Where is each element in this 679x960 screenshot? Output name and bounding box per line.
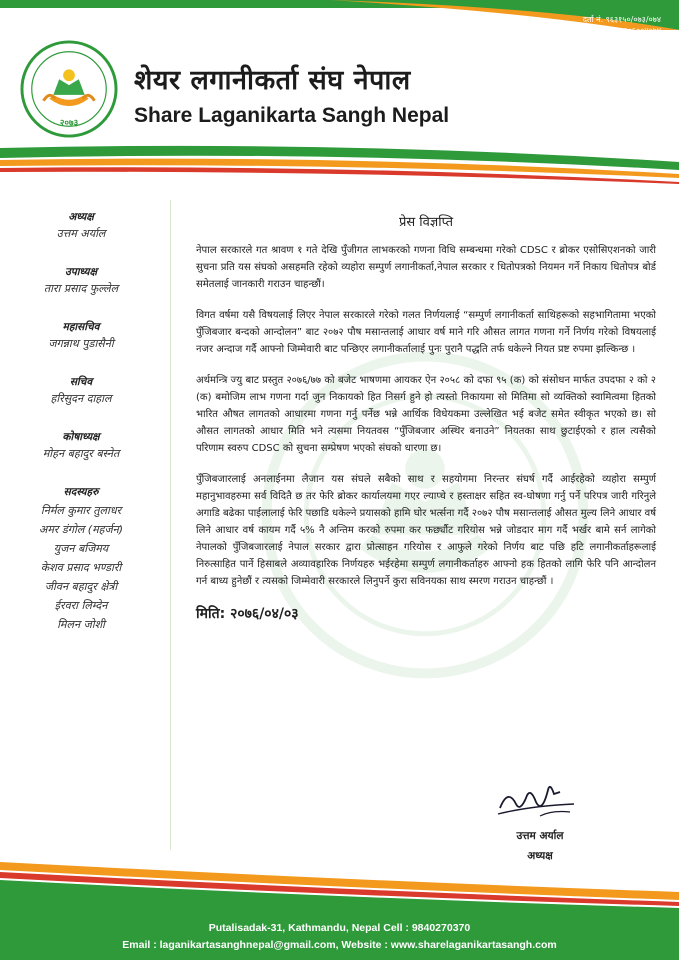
footer-address: Putalisadak-31, Kathmandu, Nepal Cell : 9840270370 bbox=[208, 922, 471, 934]
member-name: अमर डंगोल (महर्जन) bbox=[38, 523, 124, 536]
signatory-role: अध्यक्ष bbox=[527, 850, 553, 862]
member-name: केशव प्रसाद भण्डारी bbox=[40, 561, 122, 574]
pan-no: स्था.ले.नं. : ६०६००४०७४ bbox=[588, 26, 661, 35]
treasurer-name: मोहन बहादुर बस्नेत bbox=[42, 447, 120, 460]
member-name: जीवन बहादुर क्षेत्री bbox=[44, 580, 118, 593]
secretary-role: सचिव bbox=[69, 376, 93, 388]
paragraph: विगत वर्षमा यसै विषयलाई लिएर नेपाल सरकारले गरेको गलत निर्णयलाई “सम्पुर्ण लगानीकर्ता साथिहरूको सहभागितामा भएको पुँजिबजार बन्दको आन्दोलन” बाट २०७२ पौष मसान्तलाई आधार वर्ष माने गरि औसत लागत गणना गर्ने निर्णय गरेको विषयलाई नजर अन्दाज गर्दै आफ्नो जिम्मेवारी बाट पन्छिएर लगानीकर्तालाई पुनः पुरानै पद्धति तर्फ धकेल्ने नियत प्रष्ट रुपमा झल्किन्छ । bbox=[196, 310, 656, 355]
treasurer-role: कोषाध्यक्ष bbox=[62, 431, 100, 443]
press-release-title: प्रेस विज्ञप्ति bbox=[398, 215, 454, 230]
general-secretary-block bbox=[0, 320, 162, 351]
members-role: सदस्यहरु bbox=[63, 486, 99, 498]
paragraph: अर्थमन्त्रि ज्यु बाट प्रस्तुत २०७६/७७ को बजेट भाषणमा आयकर ऐन २०५८ को दफा ९५ (क) को संसोधन मार्फत उपदफा २ को २ (क) बमोजिम लाभ गणना गर्दा जुन निकायको हित निसर्ग हुने हो त्यस्तो निकायमा सो मितिमा सो व्यक्तिको स्वामित्वमा हितको भारित औषत लागतको आधारमा गणना गर्नु पर्नेछ भन्ने आर्थिक विधेयकमा उल्लेखित भई बजेट समेत स्वीकृत भएको छ। सो औसत लागतको आधार मिति भने त्यसमा नियतवस “पुँजिबजार अस्थिर बनाउने” नियतका साथ छुटाईएको र हाल त्यसैको परिणाम स्वरुप CDSC को सुचना सम्प्रेषण भएको संघको धारणा छ। bbox=[196, 375, 656, 454]
organization-title-nepali: शेयर लगानीकर्ता संघ नेपाल bbox=[134, 65, 411, 96]
general-secretary-name: जगन्नाथ पुडासैनी bbox=[48, 337, 114, 350]
organization-logo bbox=[20, 40, 118, 138]
signatory-name: उत्तम अर्याल bbox=[516, 830, 564, 842]
release-date: मिति: २०७६/०४/०३ bbox=[196, 606, 299, 622]
footer-contact bbox=[0, 920, 679, 954]
sidebar-divider bbox=[170, 200, 171, 850]
member-name: मिलन जोशी bbox=[57, 618, 105, 631]
member-name: ईरवरा लिम्देन bbox=[54, 599, 108, 612]
president-name: उत्तम अर्याल bbox=[56, 227, 106, 240]
press-release-body bbox=[196, 212, 656, 623]
president-role: अध्यक्ष bbox=[68, 211, 94, 223]
header-swoosh bbox=[0, 140, 679, 190]
registration-numbers bbox=[583, 14, 661, 36]
logo-year: २०७३ bbox=[59, 118, 79, 129]
registration-no: दर्ता नं. ९६३१५०/०७३/०७४ bbox=[582, 15, 661, 24]
handwritten-signature bbox=[490, 768, 580, 828]
office-bearers-sidebar bbox=[0, 210, 162, 656]
general-secretary-role: महासचिव bbox=[62, 321, 100, 333]
paragraph: नेपाल सरकारले गत श्रावण १ गते देखि पुँजीगत लाभकरको गणना विधि सम्बन्धमा गरेको CDSC र ब्रोकर एसोसिएशनको जारी सुचना प्रति यस संघको असहमति रहेको व्यहोरा सम्पुर्ण लगानीकर्ता,नेपाल सरकार र धितोपत्रको नियमन गर्ने निकाय धितोपत्र बोर्ड समेतलाई जानकारी गराउन चाहन्छौं। bbox=[196, 245, 656, 290]
president-block bbox=[0, 210, 162, 241]
member-name: निर्मल कुमार तुलाधर bbox=[40, 504, 122, 517]
secretary-name: हरिसुदन दाहाल bbox=[50, 392, 112, 405]
vice-president-name: तारा प्रसाद फुल्लेल bbox=[43, 282, 119, 295]
vice-president-block bbox=[0, 265, 162, 296]
organization-title-english: Share Laganikarta Sangh Nepal bbox=[134, 104, 450, 127]
members-block bbox=[0, 485, 162, 632]
vice-president-role: उपाध्यक्ष bbox=[64, 266, 97, 278]
footer-email-website: Email : laganikartasanghnepal@gmail.com, Website : www.sharelaganikartasangh.com bbox=[122, 939, 557, 951]
top-green-band bbox=[0, 0, 679, 30]
treasurer-block bbox=[0, 430, 162, 461]
secretary-block bbox=[0, 375, 162, 406]
paragraph: पुँजिबजारलाई अनलाईनमा लैजान यस संघले सबैको साथ र सहयोगमा निरन्तर संघर्ष गर्दै आईरहेको व्यहोरा सम्पुर्ण महानुभावहरुमा सर्व विदितै छ तर फेरि ब्रोकर कार्यालयमा गएर ल्याप्चे र हस्ताक्षर सहित स्व-घोषणा गर्नु पर्ने परिपत्र जारी गरिनुले अगाडि बढेका पाईलालाई फेरि पछाडि धकेल्ने प्रयासको हामि घोर भर्त्सना गर्दै २०७२ पौष मसान्तलाई औसत मुल्य लिने आधार वर्ष लिने आधार वर्ष कायम गर्दै ५% नै अन्तिम करको रुपमा कर फर्छ्यौट गरियोस भन्ने जोडदार माग गर्दै भर्खर बामे सर्न लागेको नेपालको पुँजिबजारलाई नेपाल सरकार द्वारा प्रोत्साहन गरियोस र आफुले गरेको निर्णय बाट पछि हटि लगानीकर्ताहरूलाई निरुत्साहित पार्ने हिसाबले अव्यावहारिक निर्णयहरु भईरहेमा सम्पुर्ण लगानीकर्ताहरु आफ्नो हक हितको लागि फेरि पनि आन्दोलन गर्न बाध्य हुनेछौं र त्यसको जिम्मेवारी सरकारले लिनुपर्ने कुरा सविनयका साथ स्मरण गराउन चाहन्छौं । bbox=[196, 474, 656, 587]
member-name: युजन बजिमय bbox=[53, 542, 109, 555]
